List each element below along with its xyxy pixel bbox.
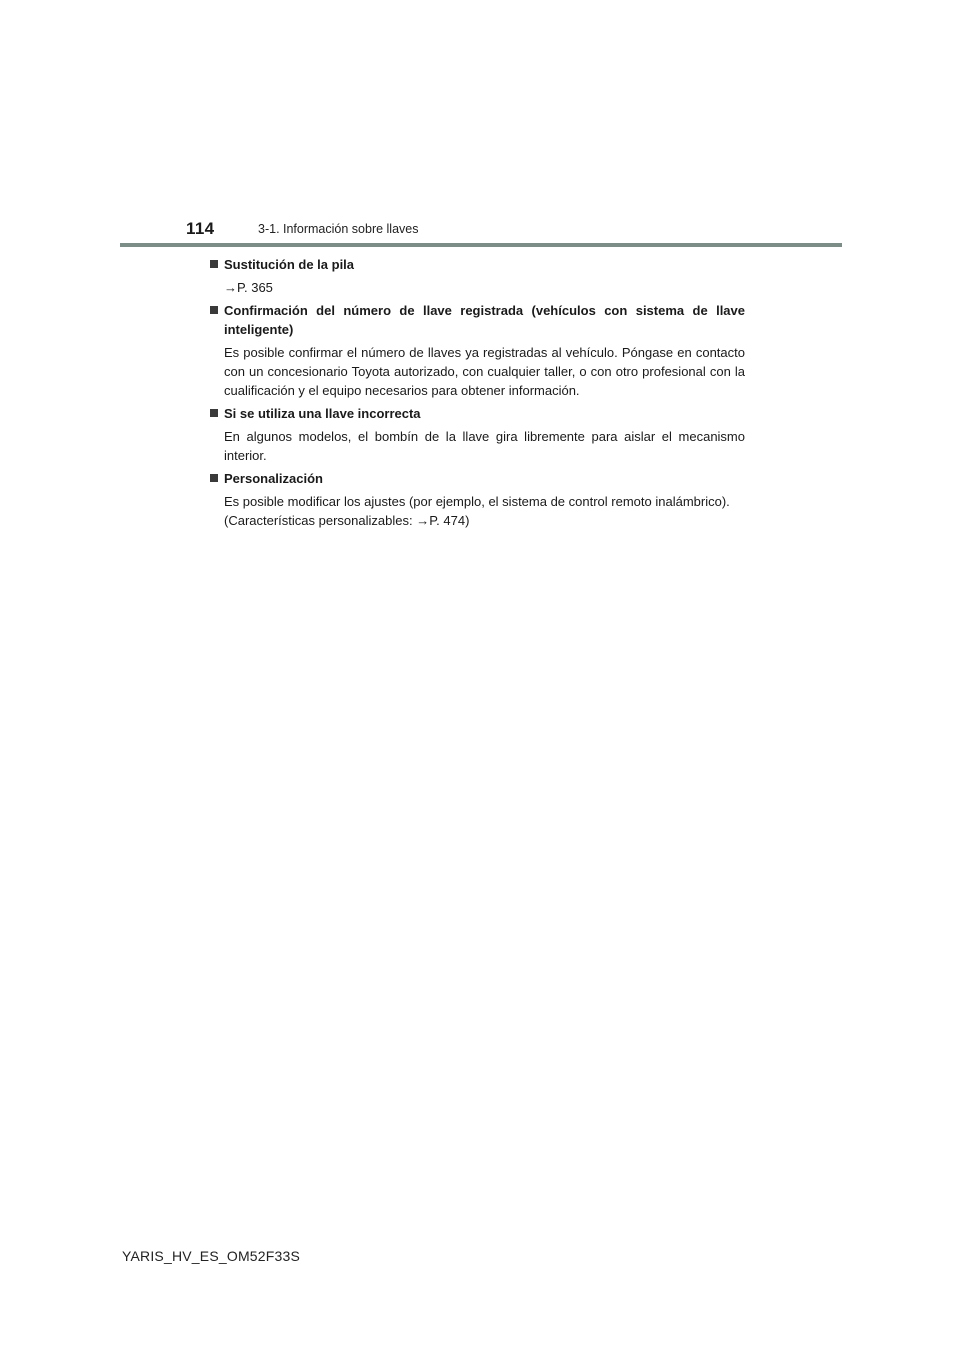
page-reference-link[interactable]: →P. 365	[224, 280, 273, 295]
square-bullet-icon	[210, 306, 218, 314]
page-reference-link[interactable]: (Características personalizables: →P. 474)	[224, 513, 470, 528]
section-heading: Si se utiliza una llave incorrecta	[210, 404, 745, 423]
section-battery-replacement	[210, 255, 745, 297]
header-divider	[120, 243, 842, 247]
document-code: YARIS_HV_ES_OM52F33S	[122, 1248, 301, 1264]
page-number: 114	[186, 219, 215, 238]
section-heading: Sustitución de la pila	[210, 255, 745, 274]
section-heading: Personalización	[210, 469, 745, 488]
square-bullet-icon	[210, 409, 218, 417]
section-body	[210, 492, 745, 530]
section-body	[210, 343, 745, 400]
section-body	[210, 278, 745, 297]
page-content	[210, 255, 745, 530]
body-paragraph: En algunos modelos, el bombín de la llave gira libremente para aislar el mecanismo interior.	[224, 429, 745, 463]
body-paragraph: Es posible confirmar el número de llaves ya registradas al vehículo. Póngase en contacto con un concesionario Toyota autorizado, con cualquier taller, o con otro profesional con la cualificación y el equipo necesarios para obtener información.	[224, 345, 745, 398]
square-bullet-icon	[210, 474, 218, 482]
section-wrong-key	[210, 404, 745, 465]
section-heading: Confirmación del número de llave registrada (vehículos con sistema de llave inteligente)	[210, 301, 745, 339]
section-body	[210, 427, 745, 465]
section-registered-key-number	[210, 301, 745, 400]
section-customization	[210, 469, 745, 530]
body-paragraph: Es posible modificar los ajustes (por ejemplo, el sistema de control remoto inalámbrico).	[224, 494, 730, 509]
section-title: 3-1. Información sobre llaves	[258, 222, 419, 236]
square-bullet-icon	[210, 260, 218, 268]
